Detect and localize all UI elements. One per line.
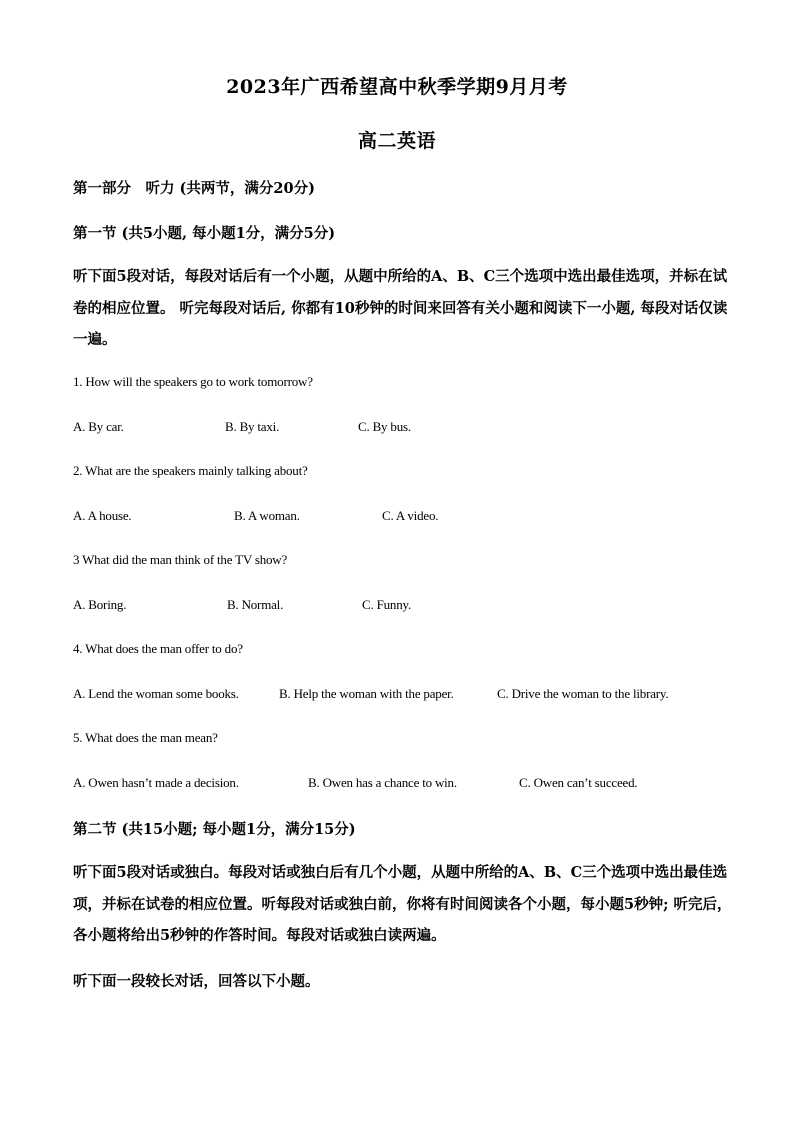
section1-heading: 第一节 (共5小题, 每小题1分，满分5分) [73, 225, 336, 242]
dialogue-instruction: 听下面一段较长对话，回答以下小题。 [73, 973, 320, 990]
section2-instructions: 听下面5段对话或独白。每段对话或独白后有几个小题，从题中所给的A、B、C三个选项中选出最佳选项，并标在试卷的相应位置。听每段对话或独白前，你将有时间阅读各个小题，每小题5秒钟; 听完后，各小题将给出5秒钟的作答时间。每段对话或独白读两遍。 [73, 864, 732, 944]
exam-subtitle: 高二英语 [357, 130, 436, 152]
question-4-option-a: A. Lend the woman some books. [73, 686, 239, 701]
question-2-stem: 2. What are the speakers mainly talking about? [73, 463, 308, 478]
question-5-option-c: C. Owen can’t succeed. [519, 775, 638, 790]
question-3-option-c: C. Funny. [362, 597, 412, 612]
section2-heading: 第二节 (共15小题; 每小题1分，满分15分) [73, 821, 356, 838]
question-4-option-b: B. Help the woman with the paper. [279, 686, 454, 701]
exam-title: 2023年广西希望高中秋季学期9月月考 [226, 76, 568, 98]
question-1-option-c: C. By bus. [358, 419, 411, 434]
question-4-stem: 4. What does the man offer to do? [73, 641, 243, 656]
question-3-stem: 3 What did the man think of the TV show? [73, 552, 288, 567]
question-3-option-a: A. Boring. [73, 597, 127, 612]
question-5-option-b: B. Owen has a chance to win. [308, 775, 457, 790]
section1-instructions: 听下面5段对话，每段对话后有一个小题，从题中所给的A、B、C三个选项中选出最佳选项，并标在试卷的相应位置。 听完每段对话后, 你都有10秒钟的时间来回答有关小题和阅读下一小题, 每段对话仅读一遍。 [73, 268, 728, 348]
question-5-stem: 5. What does the man mean? [73, 730, 218, 745]
question-4-option-c: C. Drive the woman to the library. [497, 686, 669, 701]
question-3-option-b: B. Normal. [227, 597, 284, 612]
question-1-option-a: A. By car. [73, 419, 124, 434]
part1-heading: 第一部分 听力 (共两节，满分20分) [73, 180, 315, 197]
question-1-option-b: B. By taxi. [225, 419, 280, 434]
question-1-stem: 1. How will the speakers go to work tomorrow? [73, 374, 313, 389]
question-2-option-c: C. A video. [382, 508, 439, 523]
question-2-option-a: A. A house. [73, 508, 132, 523]
question-2-option-b: B. A woman. [234, 508, 300, 523]
question-5-option-a: A. Owen hasn’t made a decision. [73, 775, 239, 790]
